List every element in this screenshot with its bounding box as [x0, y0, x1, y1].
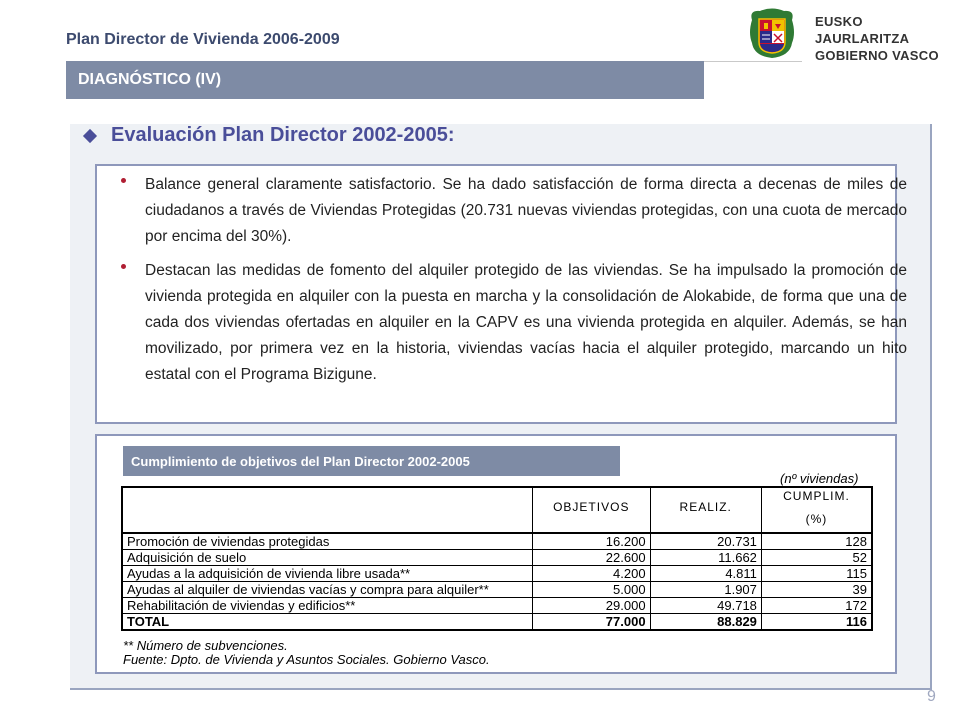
- table-header-row: [122, 487, 872, 533]
- section-bar: [66, 61, 704, 99]
- row-realiz: 20.731: [650, 533, 761, 550]
- row-label: Adquisición de suelo: [122, 550, 532, 566]
- footnote-source: Fuente: Dpto. de Vivienda y Asuntos Sociales. Gobierno Vasco.: [123, 652, 490, 667]
- section-label: DIAGNÓSTICO (IV): [78, 71, 222, 88]
- table-row: [122, 598, 872, 614]
- header-cumplim-unit: (%): [805, 512, 828, 526]
- header-cumplim-label: CUMPLIM.: [783, 489, 850, 503]
- row-realiz: 4.811: [650, 566, 761, 582]
- unit-note: (nº viviendas): [780, 471, 859, 486]
- presentation-title: Plan Director de Vivienda 2006-2009: [66, 31, 340, 48]
- row-cumplim: 39: [761, 582, 872, 598]
- objectives-table: [121, 486, 873, 631]
- diamond-bullet-icon: [83, 128, 97, 142]
- total-cumplim: 116: [761, 614, 872, 631]
- total-objetivos: 77.000: [532, 614, 650, 631]
- row-realiz: 11.662: [650, 550, 761, 566]
- basque-government-coat-of-arms-icon: [746, 6, 798, 60]
- main-heading-text: Evaluación Plan Director 2002-2005:: [111, 124, 455, 146]
- header-cumplim: [761, 487, 872, 533]
- logo-line-basque: EUSKO JAURLARITZA: [815, 14, 910, 46]
- row-objetivos: 5.000: [532, 582, 650, 598]
- summary-box: [95, 164, 907, 424]
- bullet-text: Balance general claramente satisfactorio. Se ha dado satisfacción de forma directa a decenas de miles de ciudadanos a través de Viviendas Protegidas (20.731 nuevas viviendas protegidas, con una cuota de mercado por encima del 30%).: [145, 176, 907, 245]
- table-total-row: [122, 614, 872, 631]
- row-label: Promoción de viviendas protegidas: [122, 533, 532, 550]
- table-title-bar: [123, 446, 620, 476]
- header-realiz: REALIZ.: [650, 487, 761, 533]
- row-objetivos: 4.200: [532, 566, 650, 582]
- row-cumplim: 172: [761, 598, 872, 614]
- table-row: [122, 533, 872, 550]
- row-label: Ayudas al alquiler de viviendas vacías y compra para alquiler**: [122, 582, 532, 598]
- table-row: [122, 566, 872, 582]
- bullet-text: Destacan las medidas de fomento del alquiler protegido de las viviendas. Se ha impulsado la promoción de vivienda protegida en alquiler con la puesta en marcha y la consolidación de Alokabide, de forma que una de cada dos viviendas ofertadas en alquiler en la CAPV es una vivienda protegida en alquiler. Además, se han movilizado, por primera vez en la historia, viviendas vacías hacia el alquiler protegido, marcando un hito estatal con el Programa Bizigune.: [145, 262, 907, 383]
- logo-line-spanish: GOBIERNO VASCO: [815, 48, 939, 63]
- footnote-subsidies: ** Número de subvenciones.: [123, 638, 288, 653]
- row-cumplim: 128: [761, 533, 872, 550]
- bullet-item: [113, 172, 907, 250]
- row-cumplim: 115: [761, 566, 872, 582]
- bullet-dot-icon: [121, 264, 126, 269]
- government-logo-text: [815, 13, 960, 64]
- row-realiz: 49.718: [650, 598, 761, 614]
- row-cumplim: 52: [761, 550, 872, 566]
- row-objetivos: 29.000: [532, 598, 650, 614]
- main-heading: [83, 124, 455, 147]
- total-label: TOTAL: [122, 614, 532, 631]
- page-number: 9: [927, 688, 936, 705]
- row-label: Ayudas a la adquisición de vivienda libre usada**: [122, 566, 532, 582]
- bullet-item: [113, 258, 907, 388]
- table-title: Cumplimiento de objetivos del Plan Director 2002-2005: [131, 454, 470, 469]
- header-objetivos: OBJETIVOS: [532, 487, 650, 533]
- row-label: Rehabilitación de viviendas y edificios**: [122, 598, 532, 614]
- table-row: [122, 550, 872, 566]
- row-realiz: 1.907: [650, 582, 761, 598]
- table-row: [122, 582, 872, 598]
- row-objetivos: 22.600: [532, 550, 650, 566]
- header-empty-cell: [122, 487, 532, 533]
- bullet-dot-icon: [121, 178, 126, 183]
- table-footnote: [123, 639, 490, 667]
- row-objetivos: 16.200: [532, 533, 650, 550]
- total-realiz: 88.829: [650, 614, 761, 631]
